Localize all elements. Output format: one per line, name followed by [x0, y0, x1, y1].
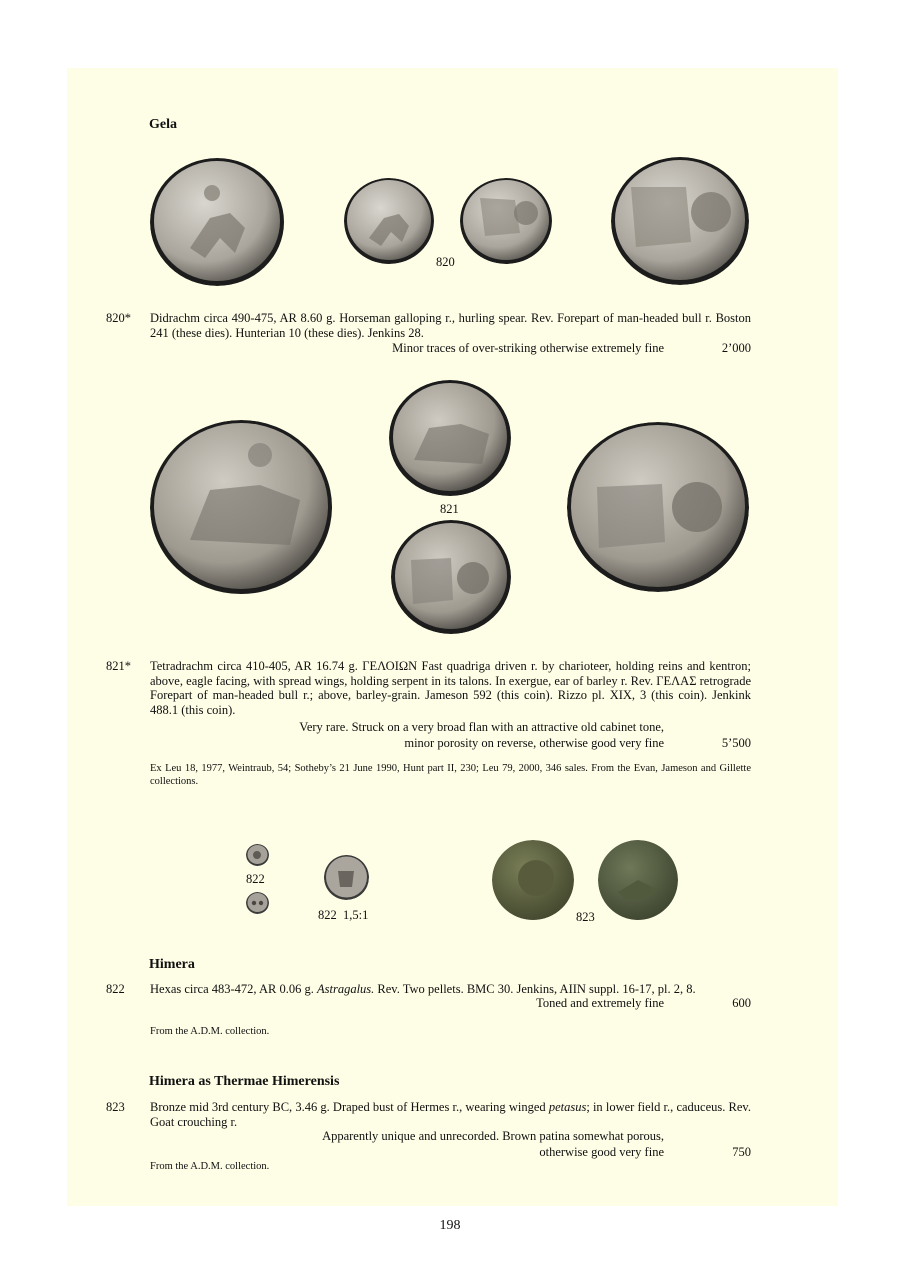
- coin-820-obverse: [344, 178, 434, 264]
- lot-condition-821-line1: Very rare. Struck on a very broad flan with an attractive old cabinet tone,: [299, 720, 664, 734]
- lot-condition-row-823: [150, 1129, 751, 1161]
- lot-description-822-prefix: Hexas circa 483-472, AR 0.06 g.: [150, 982, 317, 996]
- coin-823-reverse: [598, 840, 678, 920]
- lot-note-823: From the A.D.M. collection.: [150, 1161, 270, 1172]
- lot-condition-row-821: [150, 720, 751, 752]
- lot-condition-822: Toned and extremely fine: [536, 996, 664, 1010]
- coin-822-obverse: [246, 844, 269, 866]
- plate-label-822: 822: [246, 872, 265, 886]
- lot-description-822-italic: Astragalus.: [316, 982, 375, 996]
- page-number: 198: [439, 1218, 461, 1233]
- lot-condition-row-820: [150, 341, 751, 357]
- coin-822-reverse: [246, 892, 269, 914]
- plate-label-822-enlarged: 822 1,5:1: [318, 908, 369, 922]
- lot-description-823-italic: petasus: [548, 1100, 587, 1114]
- lot-note-822: From the A.D.M. collection.: [150, 1026, 270, 1037]
- lot-condition-823-line2: otherwise good very fine: [539, 1145, 664, 1159]
- lot-number-822: 822: [106, 982, 125, 996]
- lot-number-823: 823: [106, 1100, 125, 1114]
- lot-condition-823-line1: Apparently unique and unrecorded. Brown patina somewhat porous,: [322, 1129, 664, 1143]
- plate-label-823: 823: [576, 910, 595, 924]
- lot-description-822: [150, 982, 751, 997]
- lot-price-823: 750: [732, 1145, 751, 1159]
- coin-823-obverse: [492, 840, 574, 920]
- lot-price-820: 2’000: [721, 341, 751, 355]
- section-title-gela: Gela: [149, 117, 177, 132]
- coin-821-obverse: [389, 380, 511, 496]
- lot-description-822-suffix: Rev. Two pellets. BMC 30. Jenkins, AIIN suppl. 16-17, pl. 2, 8.: [374, 982, 696, 996]
- lot-description-820: Didrachm circa 490-475, AR 8.60 g. Horseman galloping r., hurling spear. Rev. Forepart of man-headed bull r. Boston 241 (these dies). Hunterian 10 (these dies). Jenkins 28.: [150, 311, 751, 340]
- lot-description-821: Tetradrachm circa 410-405, AR 16.74 g. ΓΕΛΟΙΩΝ Fast quadriga driven r. by charioteer, holding reins and kentron; above, eagle facing, with spread wings, holding serpent in its talons. In exergue, ear of barley r. Rev. ΓΕΛΑΣ retrograde Forepart of man-headed bull r.; above, barley-grain. Jameson 592 (this coin). Rizzo pl. XIX, 3 (this coin). Jenkink 488.1 (this coin).: [150, 659, 751, 717]
- coin-821-reverse-large: [567, 422, 749, 592]
- coin-821-reverse: [391, 520, 511, 634]
- plate-label-820: 820: [436, 255, 455, 269]
- lot-note-821: Ex Leu 18, 1977, Weintraub, 54; Sotheby’s 21 June 1990, Hunt part II, 230; Leu 79, 2000, 346 sales. From the Evan, Jameson and Gillette collections.: [150, 763, 751, 787]
- section-title-himera: Himera: [149, 957, 195, 972]
- lot-condition-821-line2: minor porosity on reverse, otherwise good very fine: [404, 736, 664, 750]
- coin-820-reverse: [460, 178, 552, 264]
- lot-number-821: 821*: [106, 659, 131, 673]
- lot-condition-row-822: [150, 996, 751, 1012]
- lot-description-823: [150, 1100, 751, 1129]
- coin-820-reverse-large: [611, 157, 749, 285]
- lot-number-820: 820*: [106, 311, 131, 325]
- coin-820-obverse-large: [150, 158, 285, 286]
- coin-822-enlarged: [324, 855, 369, 900]
- lot-description-823-suffix: ; in lower field r., caduceus. Rev. Goat crouching r.: [150, 1100, 751, 1129]
- lot-description-823-prefix: Bronze mid 3rd century BC, 3.46 g. Draped bust of Hermes r., wearing winged: [150, 1100, 549, 1114]
- coin-821-obverse-large: [150, 420, 333, 595]
- lot-price-822: 600: [732, 996, 751, 1010]
- section-title-thermae-himerensis: Himera as Thermae Himerensis: [149, 1074, 340, 1089]
- lot-price-821: 5’500: [721, 736, 751, 750]
- lot-condition-820: Minor traces of over-striking otherwise extremely fine: [392, 341, 664, 355]
- plate-label-821: 821: [440, 502, 459, 516]
